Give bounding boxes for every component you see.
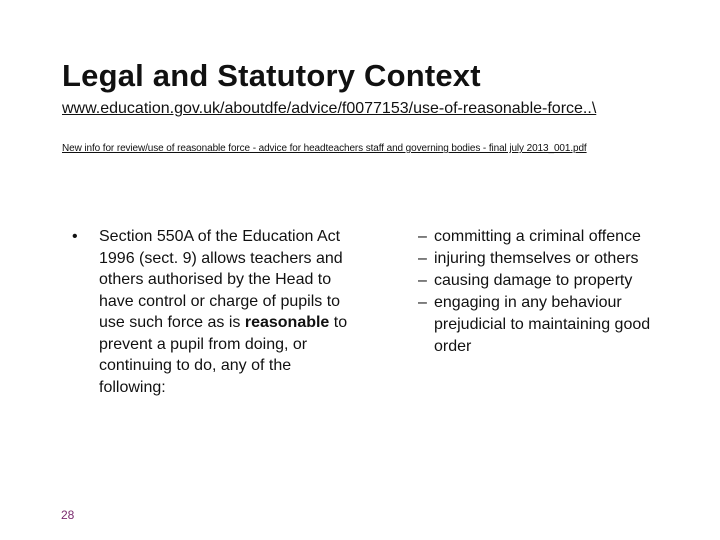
section-550a-paragraph (99, 226, 361, 398)
dash-icon: – (418, 294, 427, 311)
force-advice-pdf-link[interactable]: New info for review/use of reasonable force - advice for headteachers staff and governing bodies - final july 2013_001.pdf (62, 143, 587, 154)
list-item (418, 292, 688, 358)
paragraph-text-start: Section 550A of the Education Act 1996 (sect. 9) allows teachers and others authorised by the Head to have control or charge of pupils to use such force as is (99, 228, 343, 331)
education-gov-link[interactable]: www.education.gov.uk/aboutdfe/advice/f0077153/use-of-reasonable-force..\ (62, 100, 597, 117)
prohibited-actions-list (418, 226, 688, 358)
list-item-text: injuring themselves or others (434, 250, 639, 267)
page-number: 28 (61, 508, 75, 522)
list-item (418, 270, 688, 292)
dash-icon: – (418, 228, 427, 245)
dash-icon: – (418, 250, 427, 267)
dash-icon: – (418, 272, 427, 289)
bullet-icon: • (72, 228, 78, 245)
list-item-text: committing a criminal offence (434, 228, 641, 245)
list-item-text: causing damage to property (434, 272, 633, 289)
paragraph-text-end: to prevent a pupil from doing, or continuing to do, any of the following: (99, 314, 348, 396)
list-item (418, 248, 688, 270)
slide-title: Legal and Statutory Context (62, 58, 481, 93)
list-item-text: engaging in any behaviour prejudicial to maintaining good order (434, 294, 651, 355)
list-item (418, 226, 688, 248)
reasonable-emphasis: reasonable (244, 314, 330, 331)
